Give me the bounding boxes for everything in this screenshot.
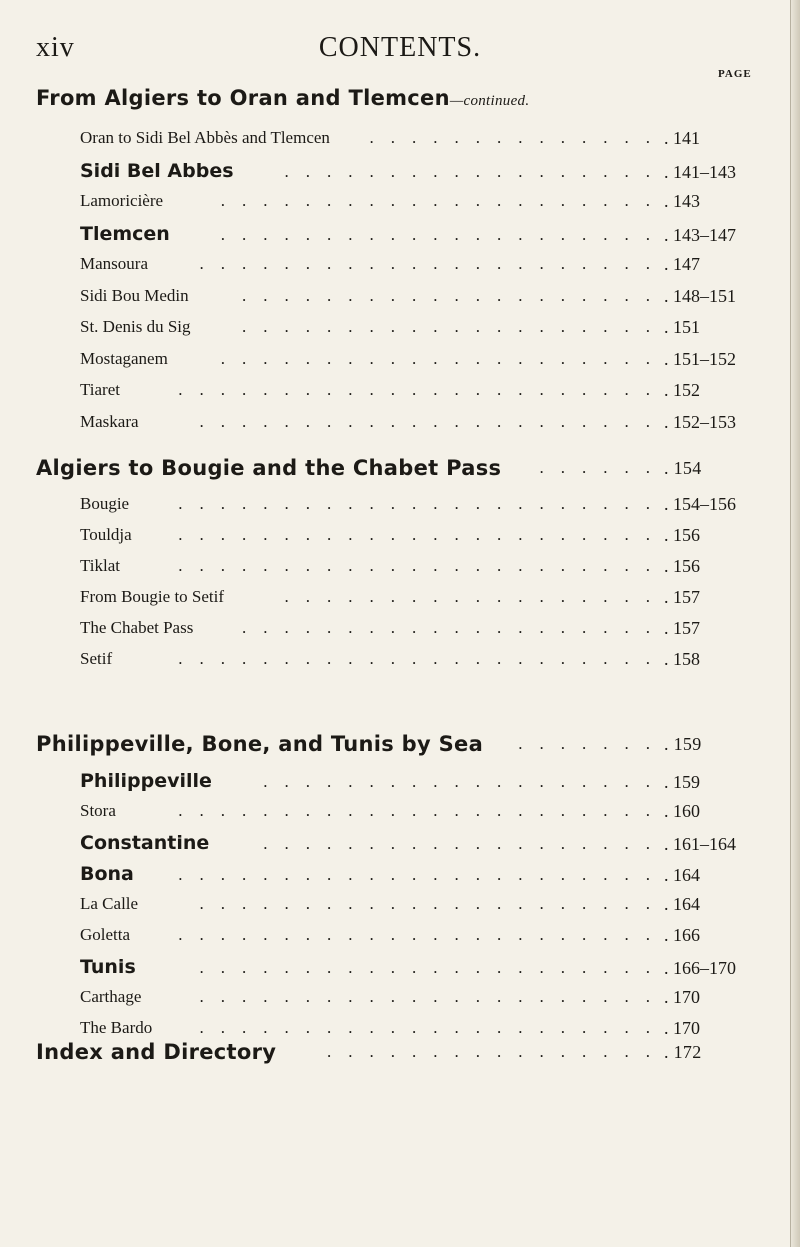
page-reference: . 157	[664, 587, 700, 607]
leader-dots: . . . . . . . . . . . . . . . . . . . . . . .	[178, 380, 650, 399]
page-reference: . 141–143	[664, 161, 736, 182]
entry-title-text: The Bardo	[80, 1018, 153, 1037]
leader-dots: . . . . . . . . . . . . . . . . . . . .	[242, 618, 650, 637]
entry-title-text: Oran to Sidi Bel Abbès and Tlemcen	[80, 128, 330, 147]
toc-entry-title	[80, 191, 163, 211]
toc-entry-title	[80, 494, 129, 514]
leader-dots: . . . . . . . . . . . . . . . . . . . . . .	[199, 1018, 650, 1037]
leader-dots: . . . . . . . . . . . . . . . . . . . . . .	[199, 894, 650, 913]
entry-title-text: Goletta	[80, 925, 131, 944]
running-title: CONTENTS.	[318, 32, 482, 63]
toc-entry-title	[80, 863, 134, 885]
leader-dots: . . . . . . . . . . . . . . . . . . . . . . .	[178, 925, 650, 944]
toc-entry-title	[80, 128, 330, 148]
toc-entry-title	[80, 286, 189, 306]
toc-entry-title	[36, 86, 529, 110]
toc-entry-title	[80, 770, 212, 792]
toc-entry-title	[80, 894, 138, 914]
leader-dots: . . . . . . . . . . . . . . . . . . .	[263, 834, 650, 853]
entry-title-text: Philippeville	[80, 770, 212, 792]
entry-title-text: La Calle	[80, 894, 139, 913]
page-column-label: PAGE	[718, 68, 752, 80]
page-reference: . 159	[664, 734, 702, 754]
page-reference: . 166–170	[664, 958, 736, 978]
leader-dots: . . . . . . . . . . . . . . . . . . . . . . .	[178, 494, 650, 513]
leader-dots: . . . . . . .	[518, 734, 650, 753]
entry-title-text: Tiklat	[80, 556, 121, 575]
page-reference: . 156	[664, 556, 700, 576]
toc-entry-title	[80, 223, 170, 245]
toc-entry-title	[80, 649, 112, 669]
leader-dots: . . . . . . . . . . . . . . . . . . . . . .	[199, 958, 650, 977]
entry-title-text: Sidi Bel Abbes	[80, 159, 234, 182]
leader-dots: . . . . . . . . . . . . . . . . . . . . . . .	[178, 649, 650, 668]
entry-title-text: Mostaganem	[80, 348, 168, 368]
toc-entry-title	[80, 925, 130, 945]
page-reference: . 156	[664, 525, 700, 545]
leader-dots: . . . . . . . . . . . . . . . . . . . . . . .	[178, 865, 650, 884]
entry-title-text: Tiaret	[80, 380, 120, 399]
page-reference: . 170	[664, 987, 700, 1007]
page-reference: . 141	[664, 128, 700, 148]
toc-entry-title	[80, 801, 116, 821]
page-reference: . 152–153	[664, 411, 736, 432]
toc-entry-title	[80, 956, 136, 978]
page-reference: . 172	[664, 1042, 702, 1062]
toc-entry-title	[80, 618, 193, 638]
toc-entry-title	[80, 556, 120, 576]
toc-entry-title	[80, 1018, 152, 1038]
page-reference: . 159	[664, 772, 700, 792]
leader-dots: . . . . . . . . . . . . . . . . . . . . . . .	[178, 556, 650, 575]
entry-title-text: Lamoricière	[80, 191, 164, 210]
entry-title-text: Sidi Bou Medin	[80, 285, 189, 305]
leader-dots: . . . . . . . . . . . . . . . . . . . .	[242, 285, 650, 305]
toc-entry-title	[80, 160, 234, 182]
page-reference: . 170	[664, 1018, 700, 1038]
entry-title-text: From Bougie to Setif	[80, 587, 225, 606]
entry-title-text: Constantine	[80, 832, 210, 854]
leader-dots: . . . . . . . . . . . . . . . . . .	[284, 161, 650, 181]
leader-dots: . . . . . . . . . . . . . . . . . . . .	[242, 317, 650, 336]
page-reference: . 157	[664, 618, 700, 638]
continued-label: —continued.	[449, 93, 530, 109]
page-reference: . 151	[664, 317, 700, 337]
page-number: xiv	[36, 32, 75, 63]
toc-entry-title	[80, 254, 148, 274]
leader-dots: . . . . . . . . . . . . . . . . . . . . . .	[199, 254, 650, 273]
leader-dots: . . . . . . . . . . . . . . . . . . . . . .	[199, 987, 650, 1006]
toc-entry-title	[80, 317, 191, 337]
leader-dots: . . . . . . . . . . . . . . . . . . . . . . .	[178, 525, 650, 544]
page-reference: . 158	[664, 649, 700, 669]
page-reference: . 151–152	[664, 348, 736, 369]
toc-entry-title	[80, 380, 120, 400]
leader-dots: . . . . . . . . . . . . . . . . . .	[284, 587, 650, 606]
leader-dots: . . . . . . . . . . . . . . . .	[327, 1042, 650, 1061]
toc-entry-title	[80, 525, 132, 545]
entry-title-text: Algiers to Bougie and the Chabet Pass	[36, 456, 502, 480]
page-reference: . 143–147	[664, 224, 736, 245]
page-reference: . 164	[664, 865, 700, 885]
page-reference: . 166	[664, 925, 700, 945]
leader-dots: . . . . . . . . . . . . . .	[369, 128, 650, 147]
entry-title-text: Index and Directory	[36, 1040, 277, 1064]
entry-title-text: Tunis	[80, 956, 136, 978]
entry-title-text: Bougie	[80, 494, 130, 513]
toc-entry-title	[36, 1040, 276, 1064]
leader-dots: . . . . . .	[539, 458, 650, 477]
entry-title-text: Maskara	[80, 411, 139, 431]
entry-title-text: Carthage	[80, 987, 142, 1006]
entry-title-text: Touldja	[80, 525, 132, 544]
entry-title-text: The Chabet Pass	[80, 618, 194, 637]
leader-dots: . . . . . . . . . . . . . . . . . . . . .	[220, 224, 650, 244]
page-reference: . 147	[664, 254, 700, 274]
toc-entry-title	[36, 732, 483, 756]
page-edge	[790, 0, 800, 1247]
leader-dots: . . . . . . . . . . . . . . . . . . . . . .	[199, 411, 650, 431]
toc-entry-title	[80, 412, 139, 432]
toc-entry-title	[80, 987, 141, 1007]
entry-title-text: Stora	[80, 801, 116, 820]
leader-dots: . . . . . . . . . . . . . . . . . . . . . . .	[178, 801, 650, 820]
leader-dots: . . . . . . . . . . . . . . . . . . . . .	[220, 348, 650, 368]
leader-dots: . . . . . . . . . . . . . . . . . . . . .	[220, 191, 650, 210]
entry-title-text: Philippeville, Bone, and Tunis by Sea	[36, 732, 484, 756]
toc-entry-title	[80, 587, 224, 607]
page-reference: . 152	[664, 380, 700, 400]
toc-entry-title	[80, 349, 168, 369]
page-reference: . 154	[664, 458, 702, 478]
leader-dots: . . . . . . . . . . . . . . . . . . .	[263, 772, 650, 791]
toc-entry-title	[36, 456, 501, 480]
entry-title-text: Tlemcen	[80, 222, 170, 245]
page-reference: . 148–151	[664, 285, 736, 306]
entry-title-text: Mansoura	[80, 254, 148, 273]
page-reference: . 164	[664, 894, 700, 914]
page-reference: . 143	[664, 191, 700, 211]
page-reference: . 161–164	[664, 834, 736, 854]
entry-title-text: Bona	[80, 863, 134, 885]
entry-title-text: St. Denis du Sig	[80, 317, 191, 336]
toc-entry-title	[80, 832, 209, 854]
entry-title-text: From Algiers to Oran and Tlemcen	[36, 86, 450, 110]
entry-title-text: Setif	[80, 649, 113, 668]
page-reference: . 160	[664, 801, 700, 821]
page-reference: . 154–156	[664, 494, 736, 514]
